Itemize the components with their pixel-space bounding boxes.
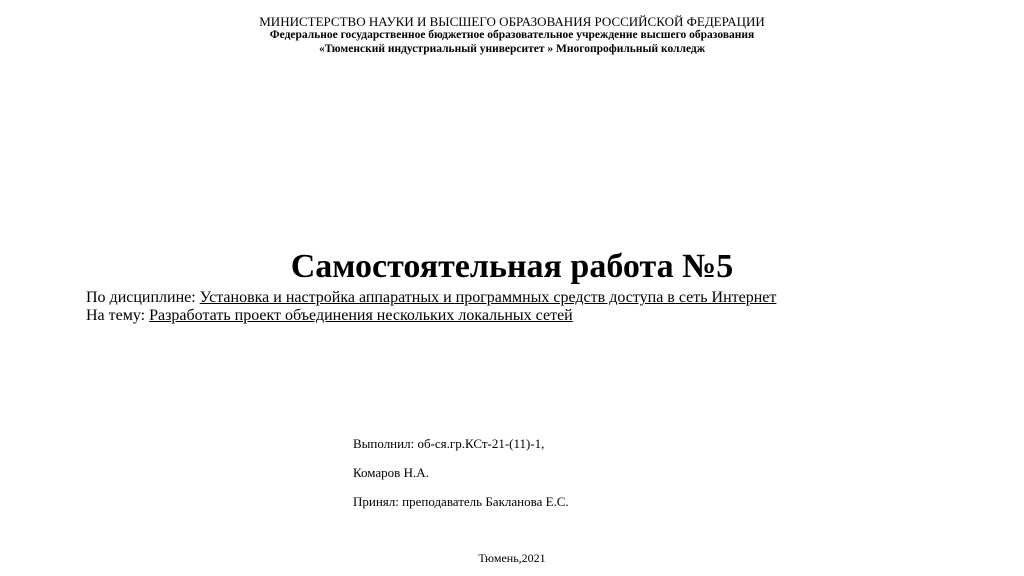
- accepted-by: Принял: преподаватель Бакланова Е.С.: [353, 494, 569, 509]
- discipline-value: Установка и настройка аппаратных и программных средств доступа в сеть Интернет: [199, 289, 777, 306]
- performed-by: Выполнил: об-ся.гр.КСт-21-(11)-1,: [353, 436, 545, 451]
- document-title: Самостоятельная работа №5: [290, 248, 734, 285]
- subject-block: [86, 289, 776, 325]
- institution-line: Федеральное государственное бюджетное образовательное учреждение высшего образования: [269, 29, 755, 41]
- author-name: Комаров Н.А.: [353, 465, 429, 480]
- institution-header: [0, 14, 1024, 56]
- topic-value: Разработать проект объединения нескольких локальных сетей: [149, 307, 573, 324]
- discipline-label: По дисциплине:: [86, 289, 200, 306]
- ministry-line: МИНИСТЕРСТВО НАУКИ И ВЫСШЕГО ОБРАЗОВАНИЯ РОССИЙСКОЙ ФЕДЕРАЦИИ: [259, 14, 765, 29]
- discipline-row: [86, 289, 776, 307]
- topic-label: На тему:: [86, 307, 150, 324]
- college-line: «Тюменский индустриальный университет » Многопрофильный колледж: [318, 42, 706, 55]
- author-block: [353, 436, 569, 523]
- city-year: Тюмень,2021: [478, 551, 546, 565]
- topic-row: [86, 307, 776, 325]
